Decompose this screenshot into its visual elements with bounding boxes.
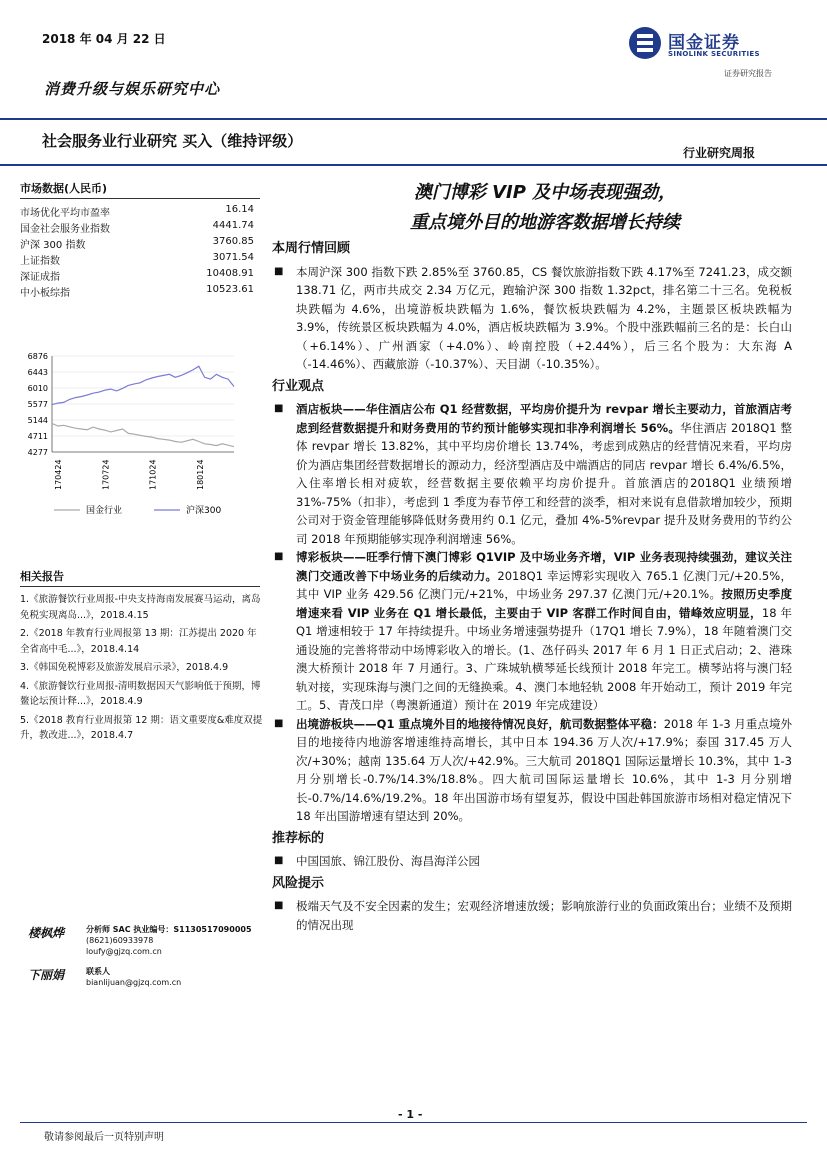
bold-text: 按照历史季度增速来看 VIP 业务在 Q1 增长最低，主要由于 VIP 客群工作时间自由，错峰效应明显， — [296, 587, 793, 620]
report-item[interactable]: 4.《旅游餐饮行业周报-清明数据因天气影响低于预期，博鳌论坛预计释...》，2018.4.9 — [20, 680, 261, 707]
y-tick-label: 5577 — [27, 399, 48, 409]
y-tick-label: 4711 — [27, 431, 48, 441]
market-label: 深证成指 — [20, 272, 60, 283]
x-tick-label: 171024 — [148, 459, 158, 490]
market-label: 中小板综指 — [20, 288, 70, 299]
x-tick-label: 180124 — [196, 459, 205, 490]
analyst-row — [24, 966, 264, 1008]
analyst-info — [86, 924, 252, 957]
section-heading: 风险提示 — [272, 875, 325, 891]
analyst-name: 楼枫烨 — [28, 926, 65, 940]
report-title — [270, 178, 820, 238]
paragraph — [272, 715, 792, 826]
report-item[interactable]: 1.《旅游餐饮行业周报-中央支持海南发展赛马运动，离岛免税实现离岛...》，2018.4.15 — [20, 594, 261, 621]
y-tick-label: 6876 — [27, 352, 48, 361]
y-tick-label: 4277 — [27, 448, 48, 457]
title-line-2: 重点境外目的地游客数据增长持续 — [410, 212, 680, 233]
market-label: 上证指数 — [20, 256, 60, 267]
report-date: 2018 年 04 月 22 日 — [42, 32, 166, 46]
market-value: 16.14 — [225, 204, 254, 215]
paragraph-text: 2018 年 1-3 月重点境外目的地接待内地游客增速维持高增长，其中日本 194.36 万人次/+17.9%；泰国 317.45 万人次/+30%；越南 135.64 万人次/+42.9%。三大航司 2018Q1 国际运量增长 10.3%，其中 1-3 月分别增长-0.7%/14.3%/18.8%。四大航司国际运量增长 10.6%，其中 1-3 月分别增长-0.7%/14.6%/19.2%。18 年出国游市场有望复苏，假设中国赴韩国旅游市场相对稳定情况下 18 年出国游增速有望达到 20%。 — [296, 716, 793, 823]
analyst-name: 下丽娟 — [28, 968, 65, 982]
market-row — [20, 266, 260, 282]
market-label: 沪深 300 指数 — [20, 240, 86, 251]
market-value: 10523.61 — [206, 284, 254, 295]
market-value: 10408.91 — [206, 268, 254, 279]
market-row — [20, 202, 260, 218]
related-reports-title: 相关报告 — [20, 568, 260, 587]
market-label: 国金社会服务业指数 — [20, 224, 110, 235]
analyst-email[interactable]: bianlijuan@gjzq.com.cn — [86, 978, 182, 987]
paragraph — [272, 400, 792, 548]
report-item[interactable]: 3.《韩国免税博彩及旅游发展启示录》，2018.4.9 — [20, 662, 229, 673]
series-line-0 — [52, 423, 234, 446]
analyst-phone: (8621)60933978 — [86, 936, 154, 945]
report-type: 行业研究周报 — [683, 146, 756, 160]
section-heading: 推荐标的 — [272, 830, 325, 846]
research-center: 消费升级与娱乐研究中心 — [44, 80, 221, 98]
index-chart — [20, 344, 260, 544]
report-item[interactable]: 2.《2018 年教育行业周报第 13 期：江苏提出 2020 年全省高中毛...》，2018.4.14 — [20, 628, 257, 655]
market-data — [20, 180, 260, 298]
analyst-role: 分析师 SAC 执业编号：S1130517090005 — [86, 925, 252, 934]
paragraph — [272, 548, 792, 715]
market-value: 4441.74 — [212, 220, 254, 231]
analyst-row — [24, 924, 264, 966]
paragraph: ■ 本周沪深 300 指数下跌 2.85%至 3760.85，CS 餐饮旅游指数下跌 4.17%至 7241.23，成交额 138.71 亿，两市共成交 2.34 万亿元，跑输沪深 300 指数 1.32pct，排名第二十三名。免税板块跌幅为 4.6%，出境游板块跌幅为 1.6%，餐饮板块跌幅为 4.2%，主题景区板块跌幅为 3.9%，传统景区板块跌幅为 4.0%，酒店板块跌幅为 3.9%。个股中涨跌幅前三名的是：长白山（+6.14%）、广州酒家（+4.0%）、岭南控股（+2.44%），后三名个股为：大东海 A（-14.46%）、西藏旅游（-10.37%）、天目湖（-10.35%）。 — [272, 263, 792, 374]
report-item[interactable]: 5.《2018 教育行业周报第 12 期：语文重要度&难度双提升，教改进...》，2018.4.7 — [20, 714, 263, 741]
page-number: - 1 - — [398, 1108, 423, 1121]
market-row — [20, 234, 260, 250]
y-tick-label: 5144 — [27, 415, 48, 425]
market-value: 3071.54 — [212, 252, 254, 263]
analyst-role: 联系人 — [86, 967, 110, 976]
analyst-email[interactable]: loufy@gjzq.com.cn — [86, 947, 162, 956]
section-heading: 本周行情回顾 — [272, 241, 351, 256]
paragraph: ■ 中国国旅、锦江股份、海昌海洋公园 — [272, 852, 792, 871]
sinolink-logo-icon — [628, 26, 662, 60]
y-tick-label: 6010 — [27, 383, 48, 393]
logo-cn: 国金证券 — [668, 33, 740, 53]
market-row — [20, 218, 260, 234]
legend-label: 国金行业 — [86, 506, 123, 516]
bold-lead: 酒店板块——华住酒店公布 Q1 经营数据，平均房价提升为 revpar 增长主要动力，首旅酒店考虑到经营数据提升和财务费用的节约预计能够实现扣非净利润增长 56%。 — [296, 402, 792, 435]
logo-sub: 证券研究报告 — [724, 69, 772, 78]
related-reports — [20, 592, 265, 747]
analysts — [24, 924, 264, 1008]
x-tick-label: 170424 — [54, 459, 63, 490]
paragraph-text: 华住酒店 2018Q1 整体 revpar 增长 13.82%，其中平均房价增长 13.74%，考虑到成熟店的经营情况来看，平均房价为酒店集团经营数据增长的源动力，经济型酒店及中端酒店的同店 revpar 增长 6.4%/6.5%，入住率增长相对疲软，经营数据主要依赖平均房价提升。首旅酒店的2018Q1 业绩预增 31%-75%（扣非），考虑到 1 季度为春节停工和经营的淡季，相对来说有息借款增加较少，预期公司对于资金管理能够降低财务费用约 0.1 亿元，叠加 4%-5%revpar 提升及财务费用的节约公司 2018 年预期能够实现净利润增速 56%。 — [296, 420, 792, 546]
legend-label: 沪深300 — [186, 506, 222, 516]
x-tick-label: 170724 — [101, 459, 111, 490]
disclaimer: 敬请参阅最后一页特别声明 — [44, 1132, 164, 1143]
paragraph-text: 2018Q1 幸运博彩实现收入 765.1 亿澳门元/+20.5%，其中 VIP 业务 429.56 亿澳门元/+21%，中场业务 297.37 亿澳门元/+20.1%。 — [296, 568, 792, 601]
section-heading: 行业观点 — [272, 378, 325, 394]
divider — [20, 1122, 807, 1123]
market-data-title: 市场数据(人民币) — [20, 180, 260, 199]
title-line-1: 澳门博彩 VIP 及中场表现强劲， — [413, 182, 677, 203]
market-row — [20, 250, 260, 266]
market-label: 市场优化平均市盈率 — [20, 208, 110, 219]
divider — [0, 118, 827, 120]
analyst-info — [86, 966, 181, 988]
paragraph-text: 18 年 Q1 增速相较于 17 年持续提升。中场业务增速强势提升（17Q1 增长 7.9%），18 年随着澳门交通设施的完善将带动中场博彩收入的增长。(1、氹仔码头 2017 年 6 月 1 日正式启动；2、港珠澳大桥预计 2018 年 7 月通行。3、广珠城轨横琴延长线预计 2018 年完工。横琴站将与澳门轻轨对接，实现珠海与澳门之间的无缝换乘。4、澳门本地轻轨 2008 年开始动工，预计 2019 年完工。5、青茂口岸（粤澳新通道）预计在 2019 年完成建设） — [296, 605, 793, 712]
market-row — [20, 282, 260, 298]
main-body — [272, 238, 792, 934]
bold-lead: 博彩板块——旺季行情下澳门博彩 Q1VIP 及中场业务齐增，VIP 业务表现持续强劲，建议关注澳门交通改善下中场业务的后续动力。 — [296, 550, 792, 583]
y-tick-label: 6443 — [27, 367, 48, 377]
market-value: 3760.85 — [212, 236, 254, 247]
industry-rating: 社会服务业行业研究 买入（维持评级） — [42, 132, 303, 150]
logo-en: SINOLINK SECURITIES — [668, 50, 760, 58]
bold-lead: 出境游板块——Q1 重点境外目的地接待情况良好，航司数据整体平稳： — [296, 716, 664, 731]
sinolink-logo — [628, 24, 798, 82]
divider — [0, 164, 827, 166]
paragraph: ■ 极端天气及不安全因素的发生；宏观经济增速放缓；影响旅游行业的负面政策出台；业绩不及预期的情况出现 — [272, 897, 792, 934]
